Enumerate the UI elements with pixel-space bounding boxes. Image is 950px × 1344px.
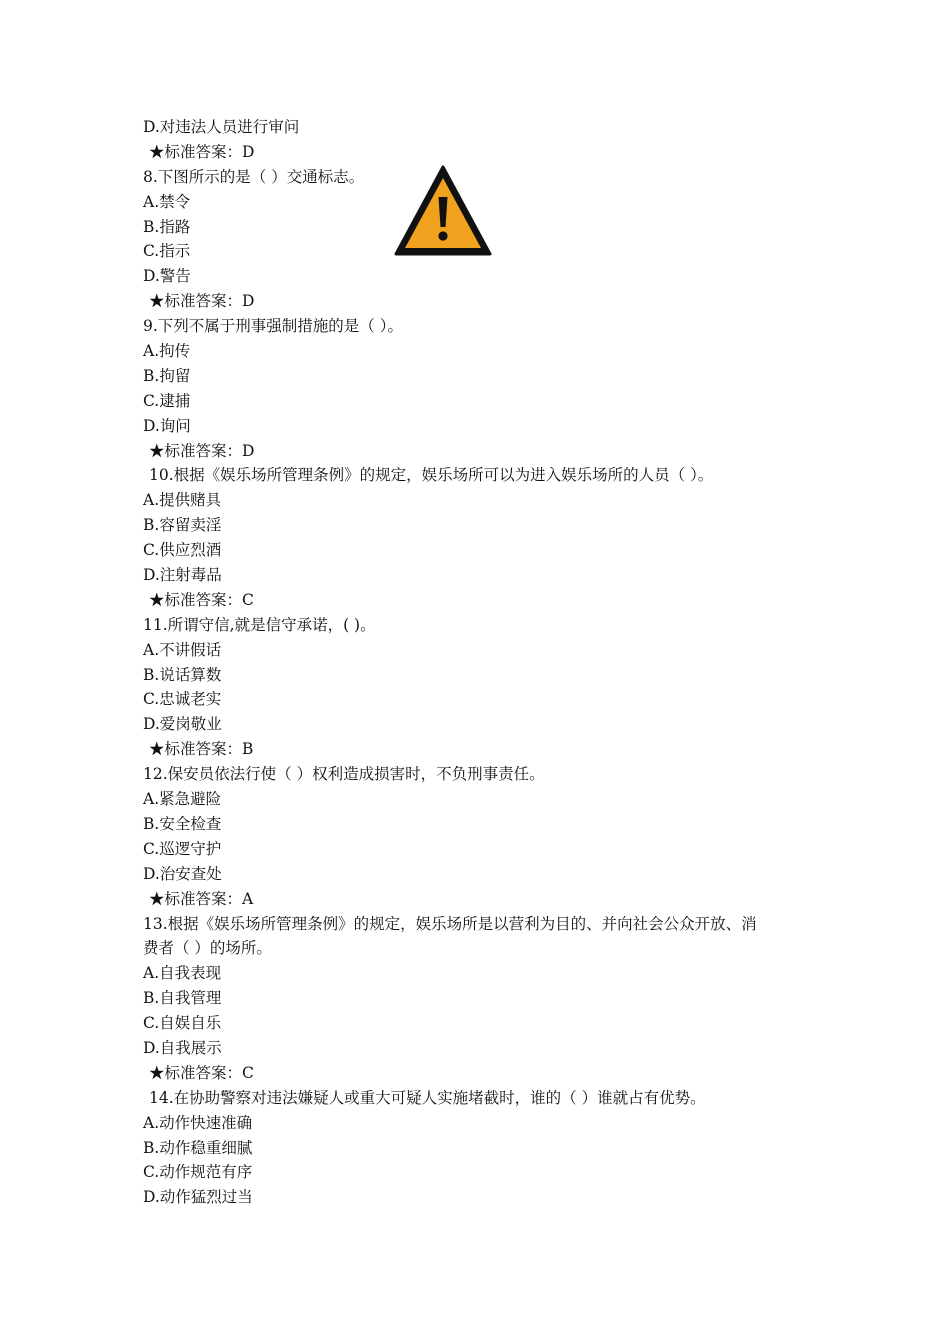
question-line: 12.保安员依法行使（ ）权利造成损害时，不负刑事责任。 [143, 765, 545, 784]
question-list [143, 115, 823, 1210]
option-line: D.警告 [143, 267, 191, 286]
option-line: B.指路 [143, 217, 191, 236]
option-line: A.紧急避险 [143, 790, 222, 809]
option-line: C.自娱自乐 [143, 1014, 222, 1033]
option-line: A.不讲假话 [143, 640, 222, 659]
option-line: B.自我管理 [143, 989, 222, 1008]
option-line: D.对违法人员进行审问 [143, 118, 300, 136]
warning-sign-dot [438, 231, 447, 240]
answer-line: ★标准答案：C [149, 1063, 254, 1082]
option-line: B.动作稳重细腻 [143, 1138, 253, 1157]
option-line: B.容留卖淫 [143, 516, 222, 535]
option-line: C.供应烈酒 [143, 541, 222, 560]
question-line: 10.根据《娱乐场所管理条例》的规定，娱乐场所可以为进入娱乐场所的人员（ ）。 [149, 466, 714, 485]
option-line: A.拘传 [143, 342, 191, 361]
option-line: A.自我表现 [143, 964, 222, 983]
question-line: 11.所谓守信,就是信守承诺，( )。 [143, 615, 376, 634]
option-line: B.说话算数 [143, 665, 222, 684]
question-line: 9.下列不属于刑事强制措施的是（ ）。 [143, 317, 403, 336]
option-line: C.巡逻守护 [143, 839, 222, 858]
option-line: D.询问 [143, 416, 191, 435]
option-line: A.禁令 [143, 192, 191, 211]
option-line: D.爱岗敬业 [143, 715, 222, 734]
option-line: D.治安查处 [143, 864, 222, 883]
option-line: C.逮捕 [143, 391, 191, 410]
option-line: D.自我展示 [143, 1038, 222, 1057]
answer-line: ★标准答案：B [149, 740, 254, 759]
option-line: A.提供赌具 [143, 491, 222, 510]
question-line: 14.在协助警察对违法嫌疑人或重大可疑人实施堵截时，谁的（ ）谁就占有优势。 [149, 1088, 706, 1107]
answer-line: ★标准答案：D [149, 441, 255, 460]
answer-line: ★标准答案：D [149, 292, 255, 311]
option-line: B.拘留 [143, 366, 191, 385]
option-line: C.指示 [143, 242, 191, 261]
answer-line: ★标准答案：D [149, 142, 255, 161]
option-line: C.忠诚老实 [143, 690, 222, 709]
warning-triangle-icon [394, 165, 492, 257]
option-line: A.动作快速准确 [143, 1113, 253, 1132]
option-line: C.动作规范有序 [143, 1163, 253, 1182]
option-line: D.注射毒品 [143, 566, 222, 585]
answer-line: ★标准答案：C [149, 590, 254, 609]
question-line: 费者（ ）的场所。 [143, 939, 272, 958]
answer-line: ★标准答案：A [149, 889, 254, 908]
question-line: 8.下图所示的是（ ）交通标志。 [143, 167, 365, 186]
question-line: 13.根据《娱乐场所管理条例》的规定，娱乐场所是以营利为目的、并向社会公众开放、消 [143, 914, 757, 933]
option-line: B.安全检查 [143, 814, 222, 833]
option-line: D.动作猛烈过当 [143, 1188, 253, 1207]
